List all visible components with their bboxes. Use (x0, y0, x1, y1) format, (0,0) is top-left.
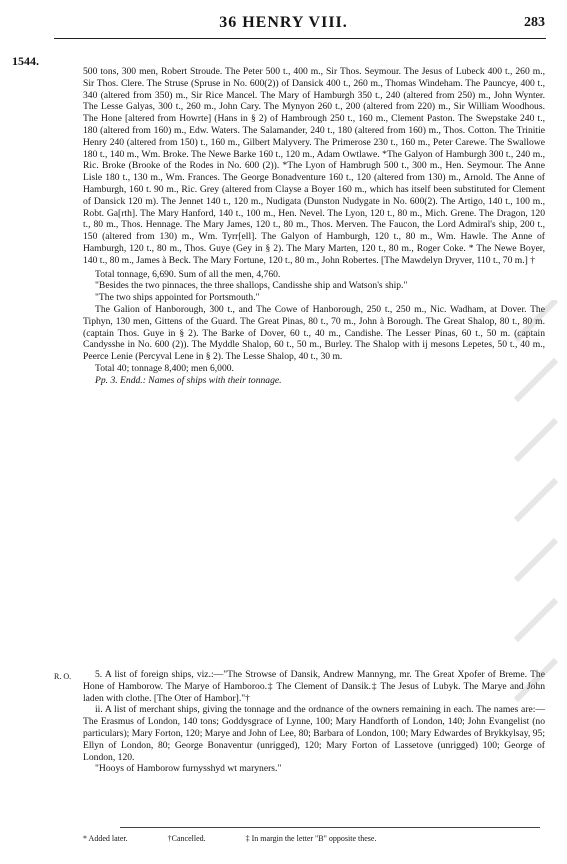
item-5-section (83, 669, 545, 775)
footnote-cancelled: †Cancelled. (167, 834, 206, 843)
portsmouth-quote: "The two ships appointed for Portsmouth." (95, 292, 260, 304)
footnote-divider (120, 827, 540, 828)
merchant-ships-paragraph: ii. A list of merchant ships, giving the tonnage and the ordnance of the owners remaining in each. The names are:—The Erasmus of London, 140 tons; Goddysgrace of Lynne, 100; Mary Handforth of London, 140; John Evangelist (no particulars); Mary Forton, 120; Marye and John of Lee, 80; Barbara of London, 100; Mary Edwardes of Brykkylsay, 95; Ellyn of London, 80; George Bonaventur (unrigged), 120; Mary Forton of Lassetove (unrigged) 100; George of London, 120. (83, 704, 545, 763)
ship-list-section (83, 66, 545, 387)
diagonal-watermark (511, 300, 561, 720)
header-divider (54, 38, 546, 39)
pinnaces-quote: "Besides the two pinnaces, the three shallops, Candisshe ship and Watson's ship." (95, 280, 408, 292)
footnote-added: * Added later. (83, 834, 128, 843)
hooys-quote: "Hooys of Hamborow furnysshyd wt maryners." (95, 763, 282, 775)
footnote-margin: ‡ In margin the letter "B" opposite these. (245, 834, 377, 843)
record-office-marker: R. O. (54, 672, 72, 681)
footnotes (83, 834, 545, 843)
running-head-title: 36 HENRY VIII. (219, 14, 348, 31)
endorsement-line: Pp. 3. Endd.: Names of ships with their tonnage. (95, 374, 282, 386)
total-tonnage-line: Total tonnage, 6,690. Sum of all the men, 4,760. (95, 268, 281, 280)
foreign-ships-paragraph: 5. A list of foreign ships, viz.:—"The Strowse of Dansik, Andrew Mannyng, mr. The Great Xpofer of Breme. The Hone of Hamborow. The Marye of Hamboroo.‡ The Clement of Dansik.‡ The Jesus of Lubyk. The Marye and John laden with clothe. [The Oter of Hambor]."† (83, 669, 545, 704)
portsmouth-ships-paragraph: The Galion of Hanborough, 300 t., and The Cowe of Hanborough, 250 t., 250 m., Nic. Wadham, at Dover. The Tiphyn, 130 men, Gittens of the Guard. The Great Pinas, 80 t., 70 m., John à Borough. The Great Shalop, 80 t., 80 m. (captain Thos. Guye in § 2). The Barke of Dover, 60 t., 40 m., Candishe. The Lesser Pinas, 60 t., 50 m. (captain Candysshe in No. 600 (2)). The Myddle Shalop, 60 t., 50 m., Burley. The Shalop with ij mesons Lepetes, 50 t., 40 m., Peerce Lenie (Percyval Lene in § 2). The Lesse Shalop, 40 t., 30 m. (83, 303, 545, 363)
ship-list-paragraph: 500 tons, 300 men, Robert Stroude. The Peter 500 t., 400 m., Sir Thos. Seymour. The Jesus of Lubeck 400 t., 260 m., Sir Thos. Clere. The Struse (Spruse in No. 600(2)) of Dansick 400 t., 260 m., Thomas Windeham. The Pauncye, 400 t., 340 (altered from 350) m., Sir Rice Mancel. The Mary of Hamburgh 350 t., 240 (altered from 250) m., John Wynter. The Lesse Galyas, 300 t., 260 m., John Cary. The Mynyon 260 t., 200 (altered from 220) m., Sir William Woodhous. The Hone [altered from Howrte] (Hans in § 2) of Hambrough 250 t., 160 m., Clement Paston. The Swepstake 240 t., 180 (altered from 160) m., Edw. Waters. The Salamander, 240 t., 180 (altered from 160) m., Thos. Cotton. The Trinitie Henry 240 (altered from 150) t., 160 m., Gilbert Malyvery. The Primerose 230 t., 160 m., Peter Carewe. The Swallowe 180 t., 140 m., Wm. Broke. The Newe Barke 160 t., 120 m., Adam Owtlawe. *The Galyon of Hamburgh 300 t., 240 m., Ric. Broke (Brooke of the Rodes in No. 600 (2)). *The Lyon of Hambrugh 500 t., 300 m., Hen. Seymour. The Anne Lisle 180 t., 130 m., Wm. Frances. The George Bonadventure 160 t., 120 (altered from 130) m., Arnold. The Anne of Hamburgh, 160 t. 90 m., Ric. Grey (altered from Clayse a Boyer 160 m., which has itself been substituted for Clement of Dansick 120 m). The Jennet 140 t., 120 m., Nudigata (Dunston Nudygate in No. 600(2). The Artigo, 140 t., 100 m., Robt. Ga[rth]. The Mary Hanford, 140 t., 100 m., Hen. Nevel. The Lyon, 120 t., 80 m., Mich. Grene. The Dragon, 120 t., 80 m., Thos. Hennage. The Mary James, 120 t., 80 m., Thos. Merven. The Faucon, the Lord Admiral's ship, 200 t., 150 (altered from 130) m., Wm. Tyrr[ell]. The Galyon of Hamburgh, 120 t., 80 m., Wm. Hawle. The Anne of Hamburgh, 120 t., 80 m., Thos. Guye (Gey in § 2). The Mary Marten, 120 t., 80 m., Roger Coke. * The Newe Boyer, 140 t., 80 m., James à Beck. The Mary Fortune, 120 t., 80 m., John Robertes. [The Mawdelyn Dryver, 110 t., 70 m.] † (83, 66, 545, 266)
total-40-line: Total 40; tonnage 8,400; men 6,000. (95, 362, 234, 374)
margin-year: 1544. (12, 54, 39, 68)
page-number: 283 (524, 15, 545, 30)
